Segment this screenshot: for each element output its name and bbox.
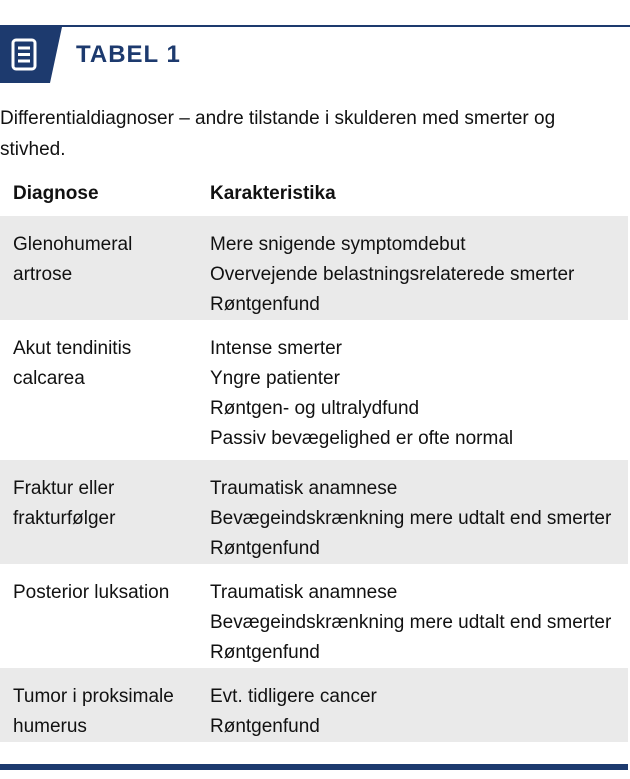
diagnosis-line: Glenohumeral <box>13 234 133 255</box>
diagnosis-line: Tumor i proksimale <box>13 686 174 707</box>
feature-line: Røntgenfund <box>210 294 320 315</box>
features-cell <box>210 230 628 320</box>
feature-line: Røntgenfund <box>210 716 320 737</box>
column-header-diagnose: Diagnose <box>13 183 99 204</box>
diagnosis-line: humerus <box>13 716 87 737</box>
feature-line: Passiv bevægelighed er ofte normal <box>210 428 514 449</box>
table-row <box>0 564 628 668</box>
table-title: TABEL 1 <box>76 41 181 68</box>
feature-line: Bevægeindskrænkning mere udtalt end smerter <box>210 612 612 633</box>
document-icon <box>0 27 62 83</box>
diagnosis-line: calcarea <box>13 368 85 389</box>
table-row <box>0 320 628 460</box>
diagnosis-line: Fraktur eller <box>13 478 115 499</box>
diagnosis-line: artrose <box>13 264 73 285</box>
diagnosis-line: frakturfølger <box>13 508 116 529</box>
table-row <box>0 668 628 742</box>
feature-line: Intense smerter <box>210 338 342 359</box>
feature-line: Evt. tidligere cancer <box>210 686 377 707</box>
table-row <box>0 216 628 320</box>
table-body <box>0 216 628 742</box>
feature-line: Yngre patienter <box>210 368 340 389</box>
diagnosis-cell <box>13 682 193 742</box>
feature-line: Røntgenfund <box>210 538 320 559</box>
feature-line: Mere snigende symptomdebut <box>210 234 466 255</box>
features-cell <box>210 334 628 454</box>
feature-line: Traumatisk anamnese <box>210 582 398 603</box>
column-header-karakteristika: Karakteristika <box>210 183 336 204</box>
diagnosis-cell <box>13 230 193 290</box>
diagnosis-cell <box>13 474 193 534</box>
diagnosis-cell <box>13 578 193 608</box>
diagnosis-line: Posterior luksation <box>13 582 170 603</box>
bottom-rule <box>0 764 628 770</box>
table-caption: Differentialdiagnoser – andre tilstande i skulderen med smerter og stivhed. <box>0 108 556 160</box>
feature-line: Røntgenfund <box>210 642 320 663</box>
features-cell <box>210 682 628 742</box>
features-cell <box>210 578 628 668</box>
features-cell <box>210 474 628 564</box>
feature-line: Røntgen- og ultralydfund <box>210 398 420 419</box>
feature-line: Overvejende belastningsrelaterede smerter <box>210 264 575 285</box>
table-row <box>0 460 628 564</box>
diagnosis-line: Akut tendinitis <box>13 338 132 359</box>
table-head <box>0 170 628 216</box>
feature-line: Traumatisk anamnese <box>210 478 398 499</box>
diagnosis-table <box>0 170 628 742</box>
diagnosis-cell <box>13 334 193 394</box>
table-header <box>0 27 630 83</box>
feature-line: Bevægeindskrænkning mere udtalt end smerter <box>210 508 612 529</box>
